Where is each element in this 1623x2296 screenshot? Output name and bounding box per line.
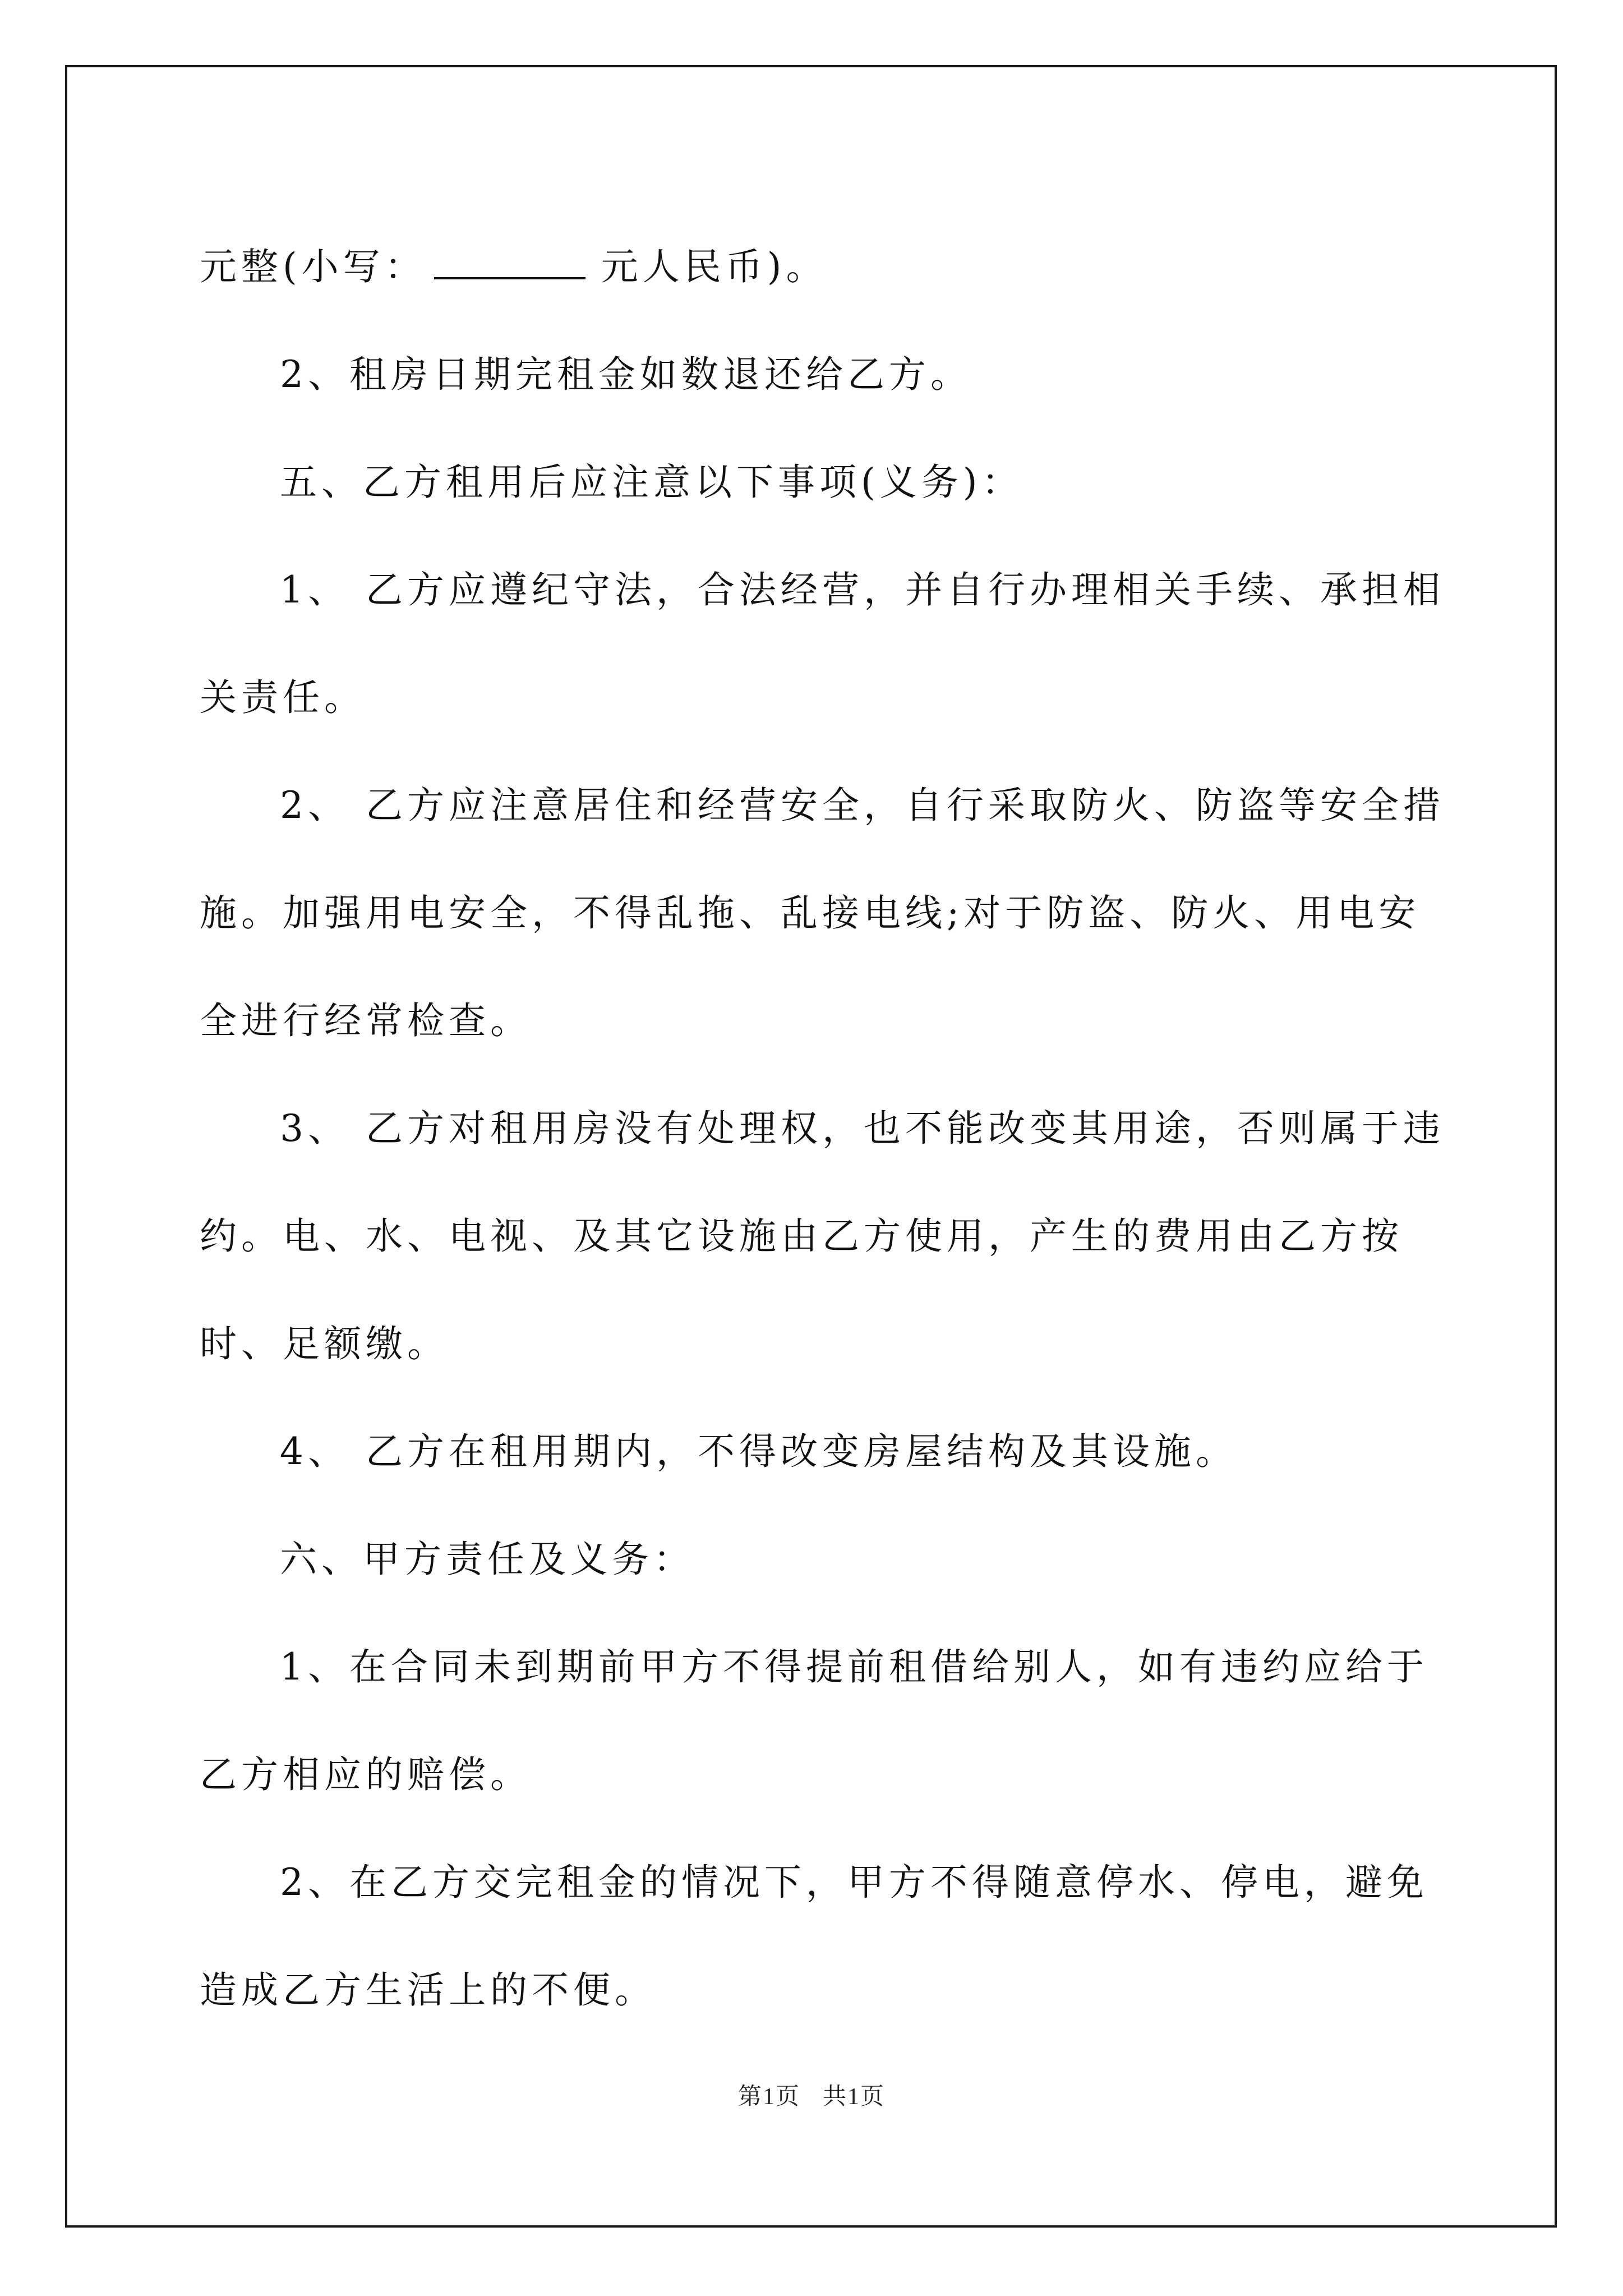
paragraph-six-item-2: 2、在乙方交完租金的情况下，甲方不得随意停水、停电，避免造成乙方生活上的不便。 <box>200 1861 1428 2012</box>
section-heading-six: 六、甲方责任及义务： <box>280 1538 695 1581</box>
page-number-current: 第1页 <box>737 2084 800 2110</box>
paragraph-amount-continuation <box>200 213 1456 321</box>
paragraph-five-item-1: 1、 乙方应遵纪守法，合法经营，并自行办理相关手续、承担相关责任。 <box>200 568 1445 719</box>
paragraph-five-item-2: 2、 乙方应注意居住和经营安全，自行采取防火、防盗等安全措施。加强用电安全，不得乱拖、乱接电线;对于防盗、防火、用电安全进行经常检查。 <box>200 784 1445 1042</box>
amount-text-before: 元整(小写： <box>200 245 426 288</box>
amount-text-after: 元人民币)。 <box>601 245 828 288</box>
page-number-total: 共1页 <box>823 2084 886 2110</box>
document-body <box>200 213 1456 2044</box>
amount-blank-field <box>434 248 585 279</box>
paragraph-five-item-4: 4、 乙方在租用期内，不得改变房屋结构及其设施。 <box>280 1430 1237 1473</box>
paragraph-six-item-1: 1、在合同未到期前甲方不得提前租借给别人，如有违约应给于乙方相应的赔偿。 <box>200 1645 1428 1796</box>
section-heading-five: 五、乙方租用后应注意以下事项(义务)： <box>280 461 1023 504</box>
paragraph-refund: 2、租房日期完租金如数退还给乙方。 <box>280 353 972 396</box>
paragraph-five-item-3: 3、 乙方对租用房没有处理权，也不能改变其用途，否则属于违约。电、水、电视、及其它设施由乙方使用，产生的费用由乙方按时、足额缴。 <box>200 1107 1445 1365</box>
page-footer <box>0 2078 1623 2111</box>
